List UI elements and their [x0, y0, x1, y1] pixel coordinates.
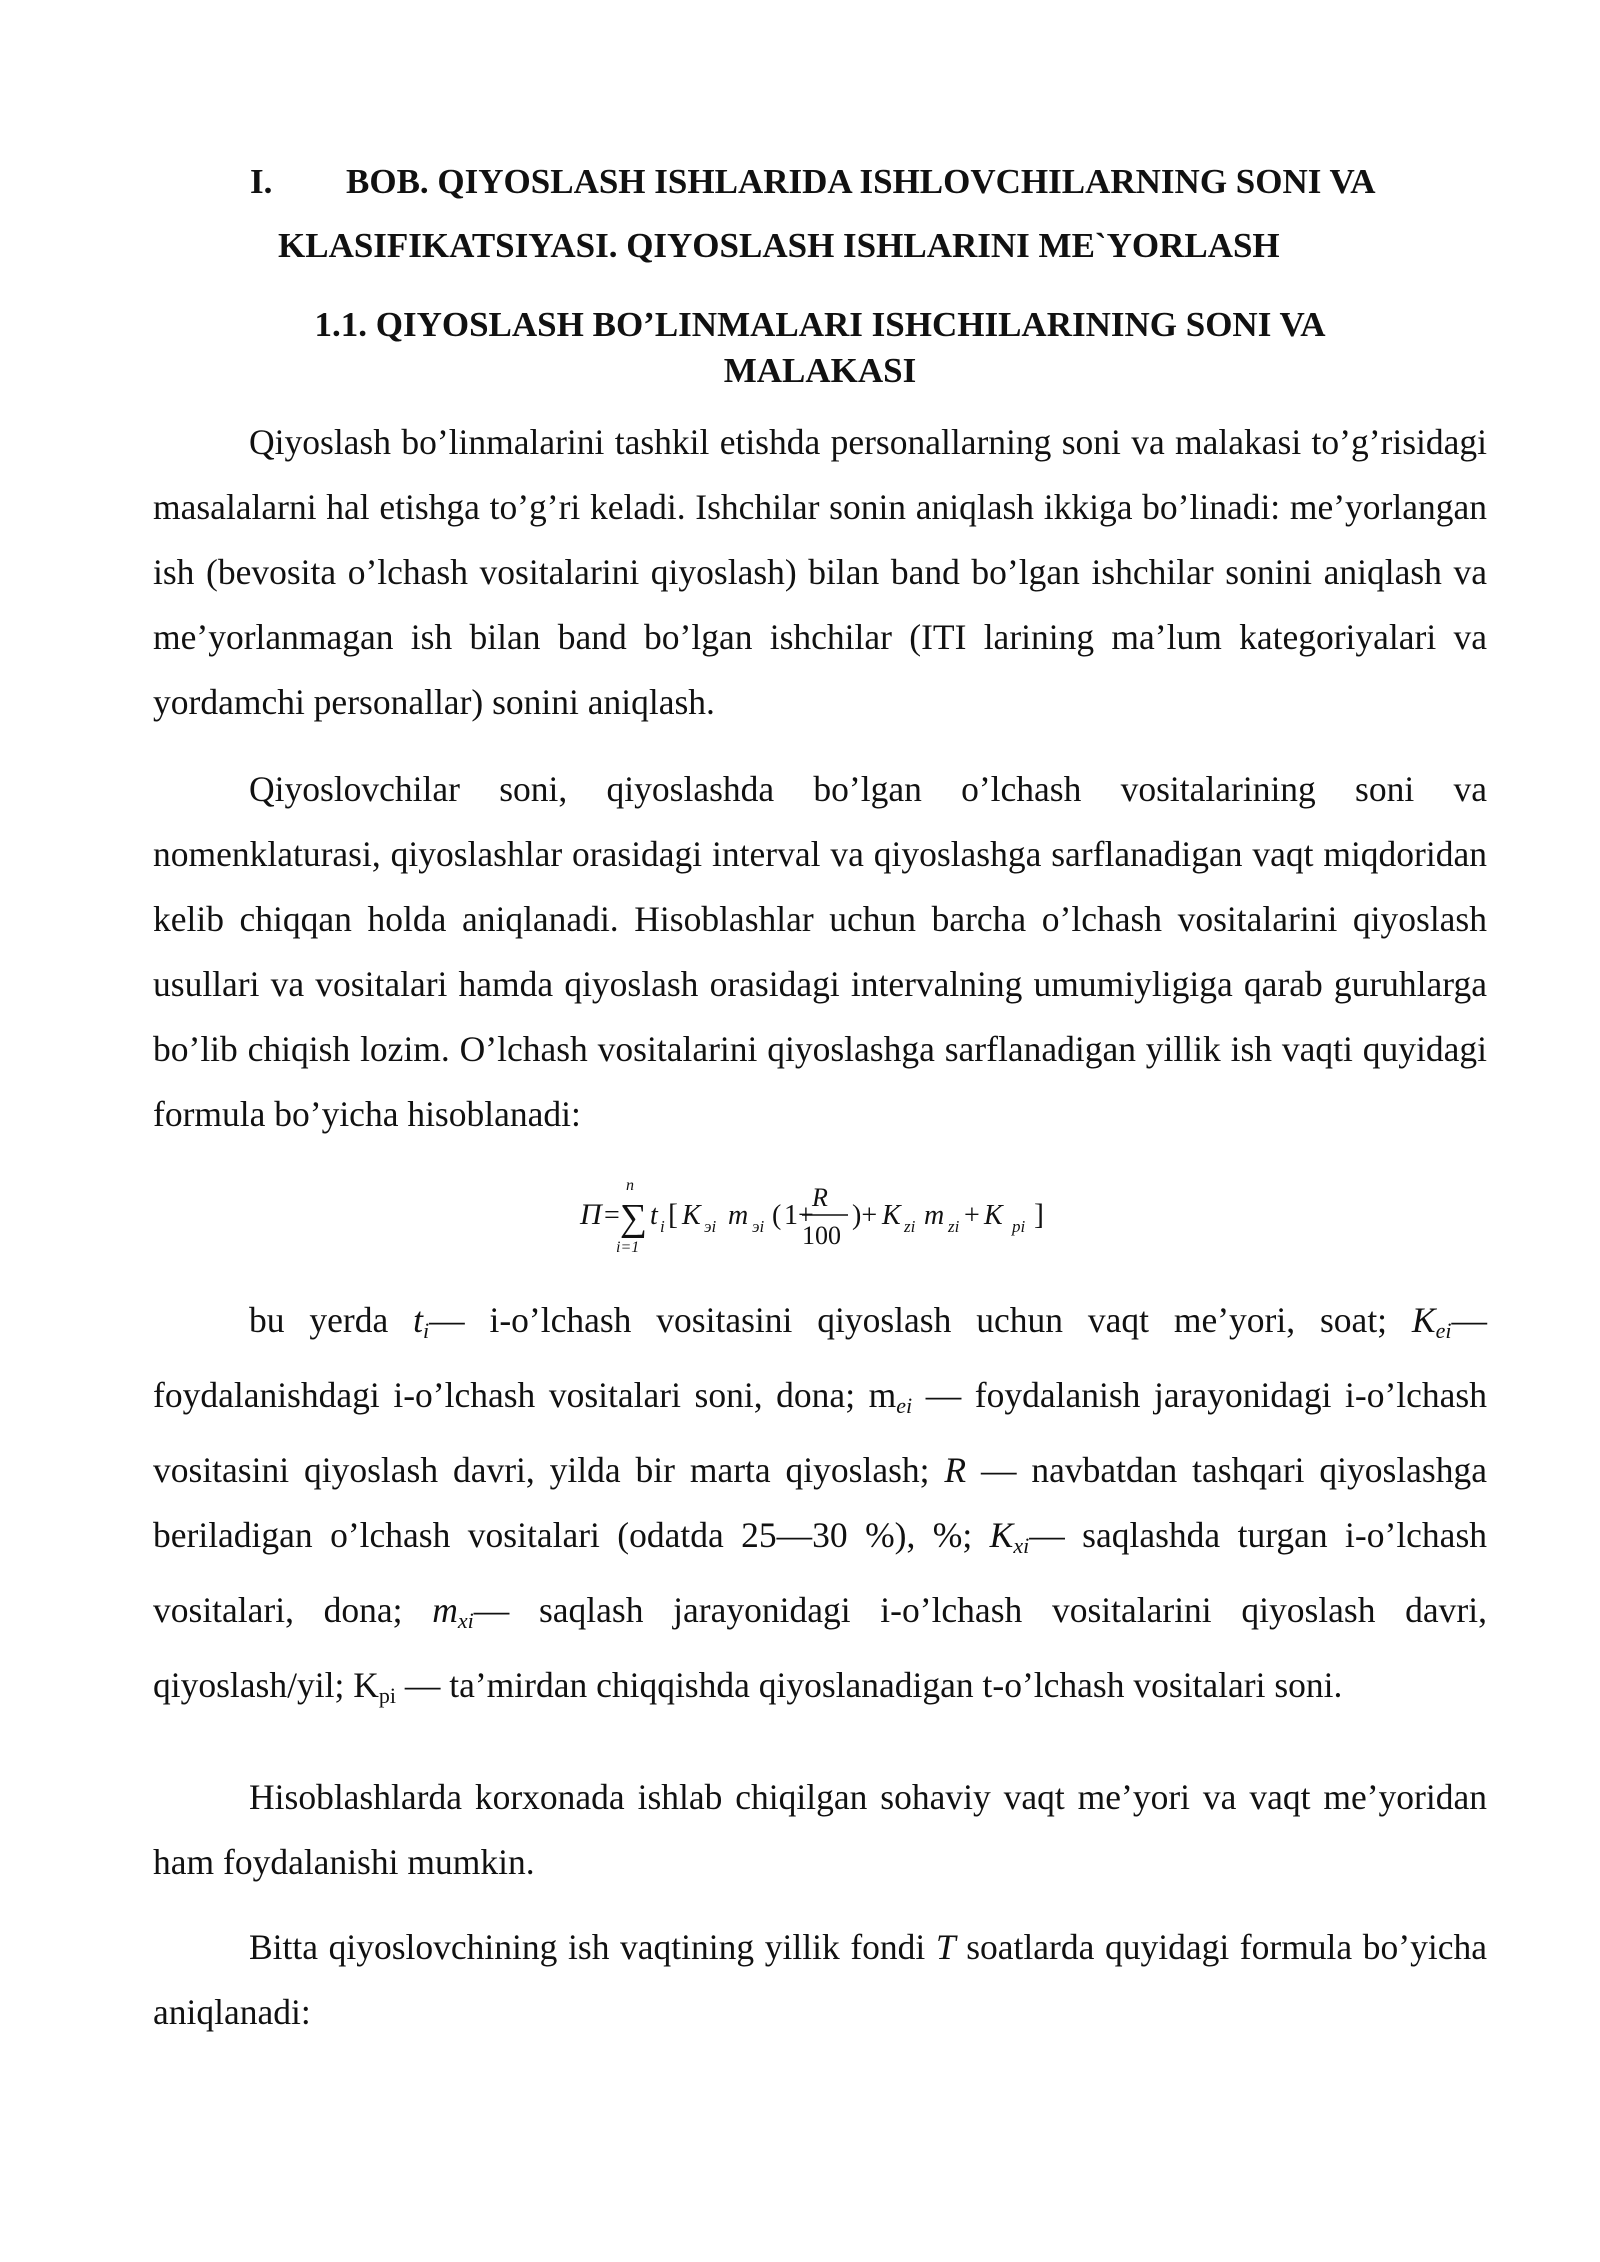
definition-kp: — ta’mirdan chiqqishda qiyoslanadigan t-o’lchash vositalari soni. [395, 1665, 1343, 1705]
paragraph-2 [153, 757, 1487, 1147]
paragraph-text [153, 1288, 1487, 1728]
formula-plus: + [964, 1200, 980, 1231]
formula-sum-symbol: ∑ [620, 1197, 648, 1239]
paragraph-3-definitions [153, 1288, 1487, 1728]
paragraph-text: Qiyoslash bo’linmalarini tashkil etishda personallarning soni va malakasi to’g’risidagi masalalarni hal etishga to’g’ri keladi. Ishchilar sonin aniqlash ikkiga bo’linadi: me’yorlangan ish (bevosita o’lchash vositalarini qiyoslash) bilan band bo’lgan ishchilar sonini aniqlash va me’yorlanmagan ish bilan band bo’lgan ishchilar (ITI larining ma’lum kategoriyalari va yordamchi personallar) sonini aniqlash. [153, 422, 1487, 722]
formula-sum-lower: i=1 [616, 1239, 640, 1256]
section-heading [250, 302, 1390, 394]
symbol-me-sub: ei [896, 1393, 913, 1418]
formula-k2: K [882, 1200, 901, 1231]
symbol-ke: K [1411, 1300, 1436, 1340]
formula-annual-time [560, 1168, 1160, 1258]
section-title-line2: MALAKASI [723, 351, 917, 390]
definition-ke: — foydalanishdagi i-o’lchash vositalari soni, dona; m [153, 1300, 1487, 1415]
formula-equals: = [604, 1200, 620, 1231]
formula-paren-open: ( [772, 1200, 782, 1231]
chapter-title-line1: BOB. QIYOSLASH ISHLARIDA ISHLOVCHILARNING SONI VA [346, 162, 1376, 201]
paragraph-5 [153, 1915, 1487, 2045]
formula-t-sub: i [660, 1217, 665, 1236]
formula-lhs: П [580, 1198, 602, 1231]
formula-numerator: R [812, 1183, 828, 1212]
symbol-kx: K [989, 1515, 1014, 1555]
formula-k1: K [682, 1200, 701, 1231]
chapter-heading [250, 150, 1500, 278]
formula-bracket-close: ] [1034, 1198, 1044, 1231]
section-title-line1: 1.1. QIYOSLASH BO’LINMALARI ISHCHILARINING SONI VA [314, 305, 1326, 344]
formula-m1-sub: эi [752, 1217, 765, 1236]
formula-m1: m [728, 1200, 749, 1231]
formula-bracket-open: [ [668, 1198, 678, 1231]
definition-r: — navbatdan tashqari qiyoslashga beriladigan o’lchash vositalari (odatda 25—30 %), %; [153, 1450, 1488, 1555]
symbol-mx-sub: xi [457, 1608, 474, 1633]
formula-k1-sub: эi [704, 1217, 717, 1236]
paragraph-5-text1: Bitta qiyoslovchining ish vaqtining yillik fondi [249, 1927, 926, 1967]
paragraph-5-text2: soatlarda quyidagi formula bo’yicha aniqlanadi: [153, 1927, 1487, 2032]
paragraph-text: Hisoblashlarda korxonada ishlab chiqilgan sohaviy vaqt me’yori va vaqt me’yoridan ham foydalanishi mumkin. [153, 1777, 1487, 1882]
formula-t: t [650, 1200, 658, 1231]
formula-paren-close-plus: )+ [852, 1200, 878, 1231]
chapter-number: I. [250, 162, 273, 201]
symbol-kx-sub: xi [1013, 1533, 1030, 1558]
paragraph-1 [153, 410, 1487, 735]
definition-mx: — saqlash jarayonidagi i-o’lchash vositalarini qiyoslash davri, qiyoslash/yil; K [153, 1590, 1487, 1705]
symbol-t-sub: i [422, 1318, 430, 1343]
symbol-T: T [935, 1927, 956, 1967]
formula-m2-sub: zi [948, 1217, 960, 1236]
formula-one-plus: 1+ [784, 1200, 814, 1231]
symbol-ke-sub: ei [1435, 1318, 1452, 1343]
formula-k3: K [984, 1200, 1003, 1231]
formula-sum-upper: n [626, 1177, 634, 1194]
definition-lead: bu yerda [249, 1300, 389, 1340]
paragraph-4 [153, 1765, 1487, 1895]
definition-t: — i-o’lchash vositasini qiyoslash uchun vaqt me’yori, soat; [429, 1300, 1388, 1340]
symbol-t: t [413, 1300, 423, 1340]
formula-m2: m [924, 1200, 945, 1231]
definition-kx: — saqlashda turgan i-o’lchash vositalari, dona; [153, 1515, 1488, 1630]
symbol-kp-sub: pi [378, 1683, 396, 1708]
definition-me: — foydalanish jarayonidagi i-o’lchash vositasini qiyoslash davri, yilda bir marta qiyoslash; [153, 1375, 1487, 1490]
paragraph-text: Qiyoslovchilar soni, qiyoslashda bo’lgan o’lchash vositalarining soni va nomenklaturasi, qiyoslashlar orasidagi interval va qiyoslashga sarflanadigan vaqt miqdoridan kelib chiqqan holda aniqlanadi. Hisoblashlar uchun barcha o’lchash vositalarini qiyoslash usullari va vositalari hamda qiyoslash orasidagi intervalning umumiyligiga qarab guruhlarga bo’lib chiqish lozim. O’lchash vositalarini qiyoslashga sarflanadigan yillik ish vaqti quyidagi formula bo’yicha hisoblanadi: [153, 769, 1487, 1134]
symbol-mx: m [432, 1590, 458, 1630]
paragraph-text [153, 1915, 1487, 2045]
formula-denominator: 100 [802, 1221, 841, 1250]
formula-k3-sub: pi [1012, 1217, 1026, 1236]
chapter-title-line2: KLASIFIKATSIYASI. QIYOSLASH ISHLARINI ME`YORLASH [278, 226, 1280, 265]
formula-k2-sub: zi [904, 1217, 916, 1236]
symbol-r: R [944, 1450, 967, 1490]
